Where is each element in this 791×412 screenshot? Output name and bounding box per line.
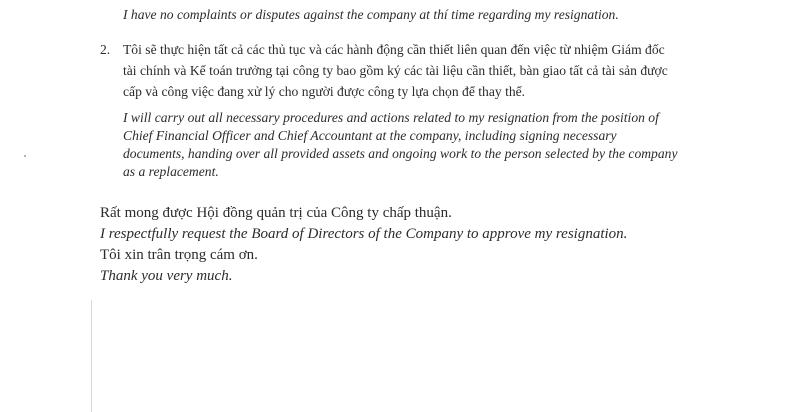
vi-line: cấp và công việc đang xử lý cho người được công ty lựa chọn để thay thế. [123,84,526,99]
list-item-number: 2. [100,42,111,57]
closing-thanks-vi: Tôi xin trân trọng cám ơn. [100,247,258,263]
en-line: as a replacement. [123,164,219,179]
en-line: I will carry out all necessary procedures and actions related to my resignation from the position of [123,110,659,125]
resignation-statement-en: I have no complaints or disputes against the company at thí time regarding my resignation. [123,7,619,22]
closing-thanks-en: Thank you very much. [100,268,233,284]
list-item-en-text [123,109,743,181]
list-item-vi-text [123,39,743,102]
en-line: documents, handing over all provided assets and ongoing work to the person selected by the company [123,146,678,161]
scan-edge-line [91,300,92,412]
closing-section [100,203,627,287]
vi-line: Tôi sẽ thực hiện tất cả các thủ tục và các hành động cần thiết liên quan đến việc từ nhiệm Giám đốc [123,42,665,57]
closing-request-vi: Rất mong được Hội đồng quản trị của Công ty chấp thuận. [100,205,452,221]
scan-speck [24,155,26,157]
closing-request-en: I respectfully request the Board of Directors of the Company to approve my resignation. [100,226,628,242]
vi-line: tài chính và Kế toán trưởng tại công ty bao gồm ký các tài liệu cần thiết, bàn giao tất cả tài sản được [123,63,668,78]
en-line: Chief Financial Officer and Chief Accountant at the company, including signing necessary [123,128,617,143]
